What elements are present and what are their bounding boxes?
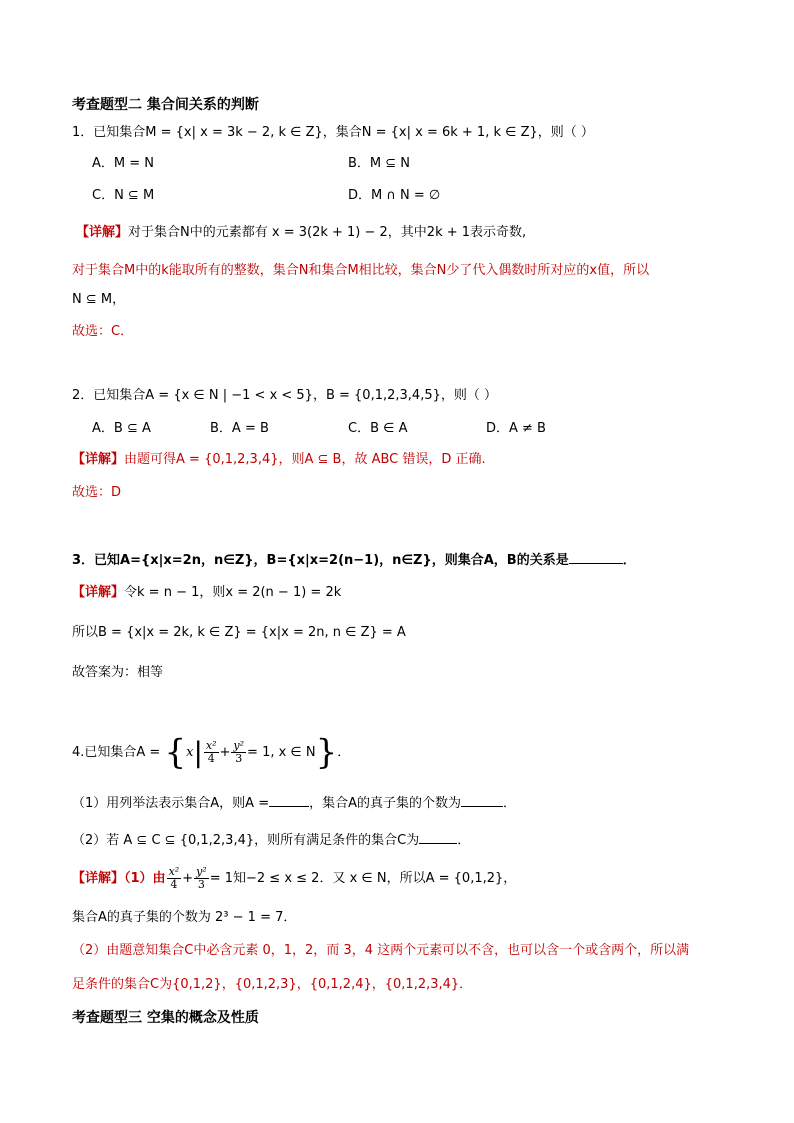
q4-part-1-blank-a bbox=[269, 792, 309, 807]
q1-option-a: A．M = N bbox=[92, 156, 154, 171]
q3-stem-end: ． bbox=[622, 553, 636, 568]
q4-part-1-mid: ，集合A的真子集的个数为 bbox=[309, 796, 461, 811]
q4-part-1 bbox=[72, 792, 516, 813]
q4-part-1-text: （1）用列举法表示集合A，则A = bbox=[72, 796, 270, 811]
left-brace-icon: { bbox=[164, 732, 187, 773]
q4-solution-post: = 1知−2 ≤ x ≤ 2．又 x ∈ N，所以A = {0,1,2}， bbox=[209, 871, 517, 886]
q2-solution-tag: 【详解】 bbox=[72, 452, 125, 467]
q4-solution-line-1: 【详解】（1）由 $\frac{\text{x²}}{4}$ + $\frac{\text{y²}}{3}$ = 1知−2 ≤ x ≤ 2．又 x ∈ N，所以A = {0,1,2}， bbox=[72, 865, 517, 891]
q4-solution-pre: （1）由 bbox=[124, 871, 166, 886]
q4-solution-fraction-x: $\frac{\text{x²}}{4}$ bbox=[168, 865, 180, 891]
question-2-stem: 2．已知集合A = {x ∈ N | −1 < x < 5}，B = {0,1,2,3,4,5}，则（ ） bbox=[72, 388, 497, 403]
q2-option-d: D．A ≠ B bbox=[486, 421, 546, 436]
q1-option-b: B．M ⊆ N bbox=[348, 156, 411, 171]
q2-option-c: C．B ∈ A bbox=[348, 421, 408, 436]
q4-part-2-blank bbox=[419, 829, 457, 844]
right-brace-icon: } bbox=[315, 732, 338, 773]
q2-option-b: B．A = B bbox=[210, 421, 269, 436]
q1-solution-text-1: 对于集合N中的元素都有 x = 3(2k + 1) − 2，其中2k + 1表示奇数, bbox=[128, 225, 527, 240]
q4-part-1-end: ． bbox=[503, 796, 517, 811]
question-4-stem: 4.已知集合A = {x| $\frac{\text{x²}}{4}$ + $\frac{\text{y²}}{3}$ = 1, x ∈ N}． bbox=[72, 732, 351, 773]
q3-answer: 故答案为：相等 bbox=[72, 665, 164, 680]
q4-fraction-y: $\frac{\text{y²}}{3}$ bbox=[233, 739, 245, 765]
q4-solution-part2-text: 足条件的集合C为{0,1,2}，{0,1,2,3}，{0,1,2,4}，{0,1,2,3,4}． bbox=[72, 977, 473, 992]
q4-stem-pre: 4.已知集合A = bbox=[72, 745, 161, 760]
section-heading-type3: 考查题型三 空集的概念及性质 bbox=[72, 1010, 259, 1026]
q3-solution-tag: 【详解】 bbox=[72, 585, 125, 600]
question-1-stem: 1．已知集合M = {x| x = 3k − 2, k ∈ Z}，集合N = {x| x = 6k + 1, k ∈ Z}，则（ ） bbox=[72, 125, 594, 140]
q1-option-c: C．N ⊆ M bbox=[92, 188, 155, 203]
q1-answer: 故选：C． bbox=[72, 324, 134, 339]
q4-part-1-blank-b bbox=[461, 792, 503, 807]
q2-option-a: A．B ⊆ A bbox=[92, 421, 151, 436]
q3-solution-line-1 bbox=[72, 584, 341, 602]
q2-solution-text-1: 由题可得A = {0,1,2,3,4}，则A ⊆ B，故 ABC 错误，D 正确. bbox=[124, 452, 486, 467]
q4-part-2-text: （2）若 A ⊆ C ⊆ {0,1,2,3,4}，则所有满足条件的集合C为 bbox=[72, 833, 420, 848]
q4-solution-tag: 【详解】 bbox=[72, 871, 125, 886]
q1-solution-line-2: 对于集合M中的k能取所有的整数，集合N和集合M相比较，集合N少了代入偶数时所对应的x值，所以 bbox=[72, 263, 650, 278]
question-3-stem bbox=[72, 549, 636, 570]
q3-solution-line-2: 所以B = {x|x = 2k, k ∈ Z} = {x|x = 2n, n ∈ Z} = A bbox=[72, 625, 406, 640]
divider-bar-icon: | bbox=[193, 735, 203, 769]
q4-solution-line-2: 集合A的真子集的个数为 2³ − 1 = 7． bbox=[72, 910, 297, 925]
q1-solution-line-3: N ⊆ M， bbox=[72, 292, 126, 307]
q4-solution-part2-line-1: （2）由题意知集合C中必含元素 0，1，2，而 3，4 这两个元素可以不含，也可以含一个或含两个，所以满 bbox=[72, 943, 690, 958]
q4-solution-fraction-y: $\frac{\text{y²}}{3}$ bbox=[196, 865, 207, 891]
q2-answer: 故选：D bbox=[72, 485, 122, 500]
q4-var-x: x bbox=[186, 745, 194, 760]
q4-solution-part2-line-2 bbox=[72, 976, 472, 994]
q3-solution-text-1: 令k = n − 1，则x = 2(n − 1) = 2k bbox=[124, 585, 342, 600]
q4-stem-post: = 1, x ∈ N bbox=[247, 745, 316, 760]
q4-part-2 bbox=[72, 829, 470, 850]
section-heading-type2: 考查题型二 集合间关系的判断 bbox=[72, 97, 259, 113]
q1-option-d: D．M ∩ N = ∅ bbox=[348, 188, 441, 203]
q4-part-2-end: ． bbox=[457, 833, 471, 848]
q1-solution-tag: 【详解】 bbox=[76, 225, 129, 240]
q1-solution-line-1 bbox=[76, 224, 526, 242]
q4-fraction-x: $\frac{\text{x²}}{4}$ bbox=[205, 739, 217, 765]
q2-solution-line-1 bbox=[72, 451, 486, 469]
q3-answer-blank bbox=[569, 549, 623, 564]
q3-stem-text: 3．已知A={x|x=2n，n∈Z}，B={x|x=2(n−1)，n∈Z}，则集合A，B的关系是 bbox=[72, 553, 569, 568]
